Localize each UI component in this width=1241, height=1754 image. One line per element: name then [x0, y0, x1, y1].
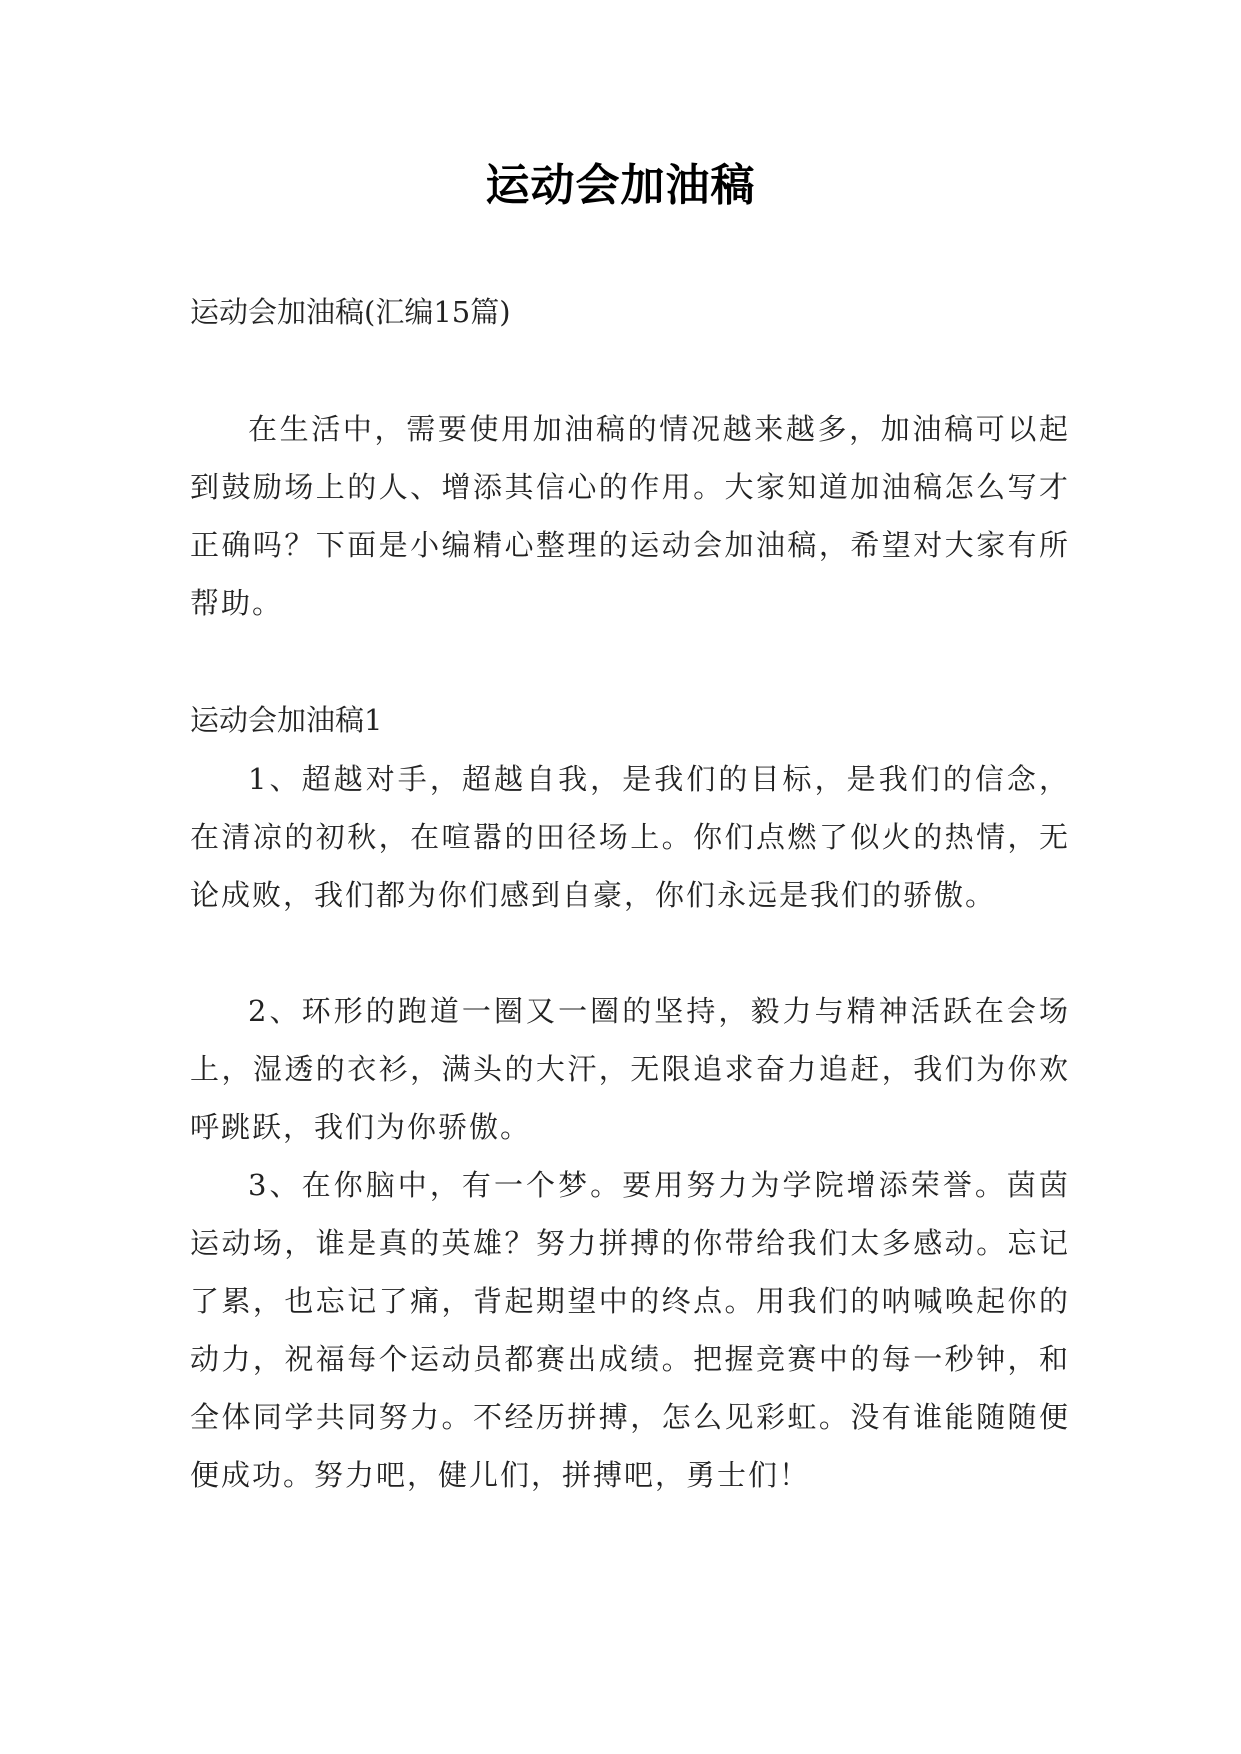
body-paragraph-1: 1、超越对手，超越自我，是我们的目标，是我们的信念，在清凉的初秋，在喧嚣的田径场上。你们点燃了似火的热情，无论成败，我们都为你们感到自豪，你们永远是我们的骄傲。 — [190, 762, 1070, 912]
body-paragraph-3: 3、在你脑中，有一个梦。要用努力为学院增添荣誉。茵茵运动场，谁是真的英雄？努力拼搏的你带给我们太多感动。忘记了累，也忘记了痛，背起期望中的终点。用我们的呐喊唤起你的动力，祝福每个运动员都赛出成绩。把握竞赛中的每一秒钟，和全体同学共同努力。不经历拼搏，怎么见彩虹。没有谁能随随便便成功。努力吧，健儿们，拼搏吧，勇士们！ — [190, 1168, 1070, 1492]
intro-paragraph: 在生活中，需要使用加油稿的情况越来越多，加油稿可以起到鼓励场上的人、增添其信心的作用。大家知道加油稿怎么写才正确吗？下面是小编精心整理的运动会加油稿，希望对大家有所帮助。 — [190, 412, 1070, 620]
body-paragraph-2: 2、环形的跑道一圈又一圈的坚持，毅力与精神活跃在会场上，湿透的衣衫，满头的大汗，无限追求奋力追赶，我们为你欢呼跳跃，我们为你骄傲。 — [190, 994, 1070, 1144]
document-subtitle: 运动会加油稿(汇编15篇) — [190, 295, 511, 329]
document-title: 运动会加油稿 — [485, 160, 756, 211]
section-heading: 运动会加油稿1 — [190, 703, 383, 737]
